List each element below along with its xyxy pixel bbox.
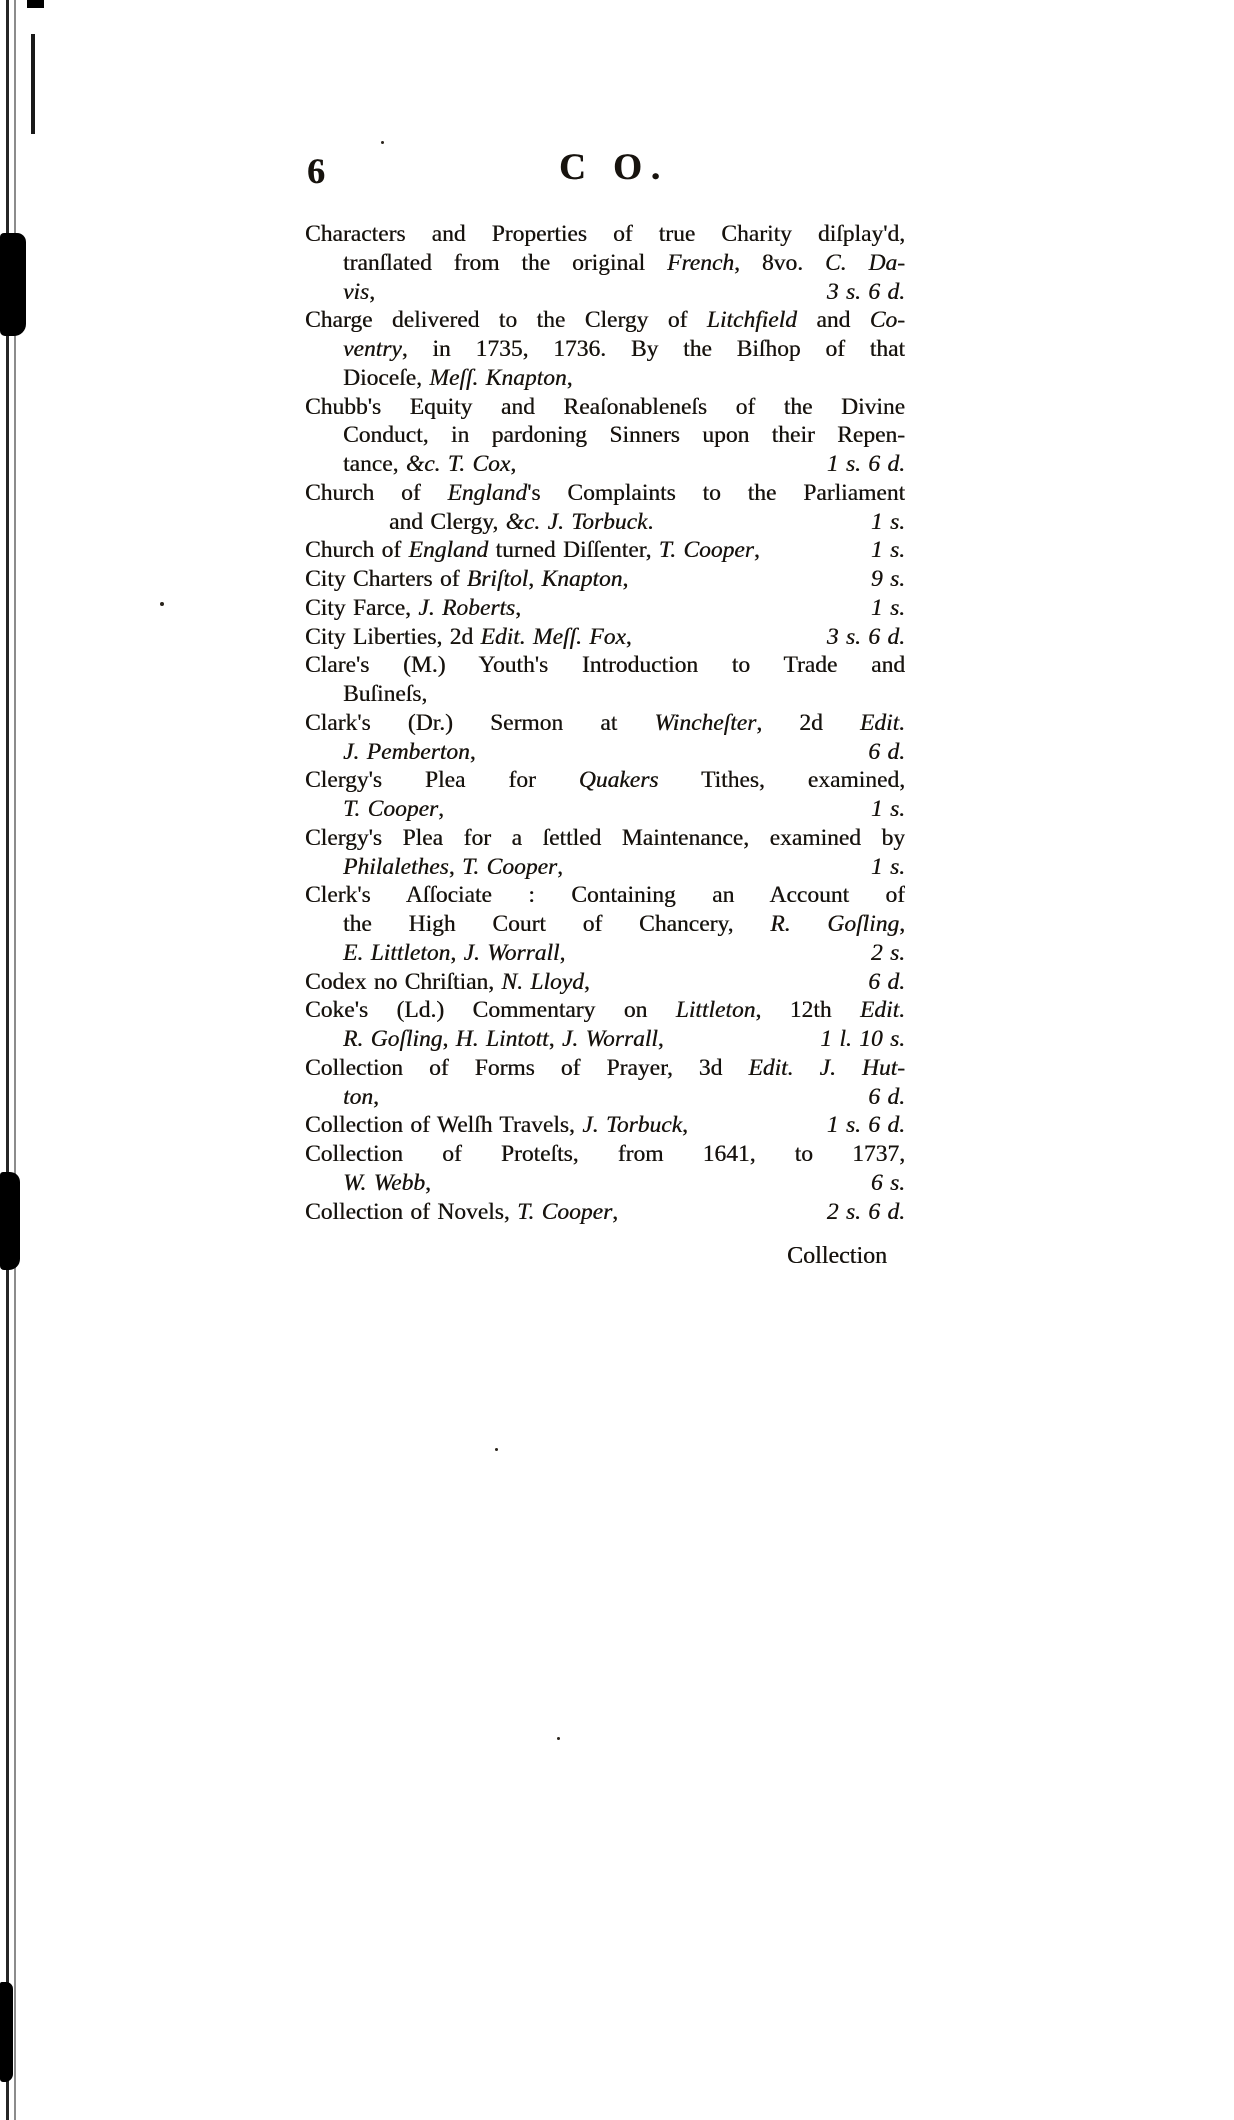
entry-price: 1 l. 10 s. bbox=[820, 1026, 905, 1052]
entry-text: Church of England's Complaints to the Parliament bbox=[305, 479, 905, 506]
entry-line bbox=[305, 881, 905, 910]
entry-price: 1 s. bbox=[870, 594, 905, 621]
catalog-entry bbox=[305, 651, 905, 709]
running-title: C O. bbox=[559, 147, 669, 188]
entry-text: Collection of Novels, T. Cooper, bbox=[305, 1198, 619, 1225]
entry-text: Chubb's Equity and Reaſonableneſs of the Divine bbox=[305, 393, 905, 420]
entry-text: Clergy's Plea for Quakers Tithes, examined, bbox=[305, 767, 905, 794]
entry-line bbox=[305, 1111, 905, 1140]
entry-line bbox=[305, 651, 905, 680]
entry-text: City Liberties, 2d Edit. Meſſ. Fox, bbox=[305, 623, 632, 650]
entry-line bbox=[305, 306, 905, 335]
entry-line bbox=[305, 766, 905, 795]
catalog-entry bbox=[305, 1054, 905, 1112]
catalog-entry bbox=[305, 881, 905, 967]
catalog-entry bbox=[305, 996, 905, 1054]
entry-line bbox=[305, 623, 905, 652]
entry-line bbox=[305, 968, 905, 997]
entry-text: Collection of Forms of Prayer, 3d Edit. J. Hut- bbox=[305, 1054, 905, 1081]
entry-line bbox=[305, 479, 905, 508]
entry-price: 2 s. bbox=[870, 939, 905, 966]
scan-artifact-blob bbox=[0, 1172, 20, 1270]
entry-text: Buſineſs, bbox=[343, 681, 428, 707]
catalog-entry bbox=[305, 536, 905, 565]
entry-price: 1 s. 6 d. bbox=[826, 451, 905, 477]
catalog-entry bbox=[305, 1111, 905, 1140]
ink-speck bbox=[381, 141, 384, 144]
catalog-entry bbox=[305, 220, 905, 306]
scan-artifact-blob bbox=[0, 233, 26, 336]
entry-line bbox=[305, 939, 905, 968]
catchword: Collection bbox=[787, 1243, 887, 1269]
catalog-entry bbox=[305, 766, 905, 824]
entry-list bbox=[305, 220, 905, 1226]
catalog-entry bbox=[305, 709, 905, 767]
entry-line bbox=[305, 1054, 905, 1083]
entry-price: 1 s. 6 d. bbox=[826, 1112, 905, 1139]
scan-artifact-corner bbox=[27, 0, 44, 8]
entry-text: tance, &c. T. Cox, bbox=[343, 451, 517, 477]
entry-line bbox=[305, 738, 905, 767]
catalog-entry bbox=[305, 968, 905, 997]
entry-price: 1 s. bbox=[870, 537, 905, 564]
catalog-entry bbox=[305, 824, 905, 882]
entry-text: Coke's (Ld.) Commentary on Littleton, 12th Edit. bbox=[305, 997, 905, 1024]
entry-line bbox=[305, 824, 905, 853]
entry-text: City Farce, J. Roberts, bbox=[305, 594, 521, 621]
entry-line bbox=[305, 709, 905, 738]
entry-line bbox=[305, 1198, 905, 1227]
page-number: 6 bbox=[307, 151, 325, 191]
entry-text: J. Pemberton, bbox=[343, 738, 476, 765]
catalog-entry bbox=[305, 306, 905, 392]
catalog-entry bbox=[305, 393, 905, 479]
entry-line bbox=[305, 565, 905, 594]
catalog-entry bbox=[305, 594, 905, 623]
scan-artifact-tick bbox=[31, 34, 35, 134]
entry-line bbox=[305, 680, 905, 709]
entry-text: Collection of Welſh Travels, J. Torbuck, bbox=[305, 1112, 688, 1139]
ink-speck bbox=[495, 1448, 498, 1451]
catalog-entry bbox=[305, 565, 905, 594]
entry-line bbox=[305, 450, 905, 479]
entry-price: 3 s. 6 d. bbox=[826, 623, 905, 650]
entry-price: 1 s. bbox=[870, 796, 905, 822]
entry-text: ventry, in 1735, 1736. By the Biſhop of that bbox=[343, 336, 905, 362]
entry-text: Clare's (M.) Youth's Introduction to Trade and bbox=[305, 652, 905, 679]
catalog-entry bbox=[305, 623, 905, 652]
entry-text: the High Court of Chancery, R. Goſling, bbox=[343, 911, 905, 937]
entry-line bbox=[305, 910, 905, 939]
entry-text: ton, bbox=[343, 1083, 379, 1110]
entry-text: Codex no Chriſtian, N. Lloyd, bbox=[305, 968, 590, 995]
entry-text: Clergy's Plea for a ſettled Maintenance, examined by bbox=[305, 824, 905, 851]
catchword-row bbox=[305, 1243, 905, 1270]
entry-price: 6 d. bbox=[868, 968, 905, 995]
entry-price: 6 d. bbox=[868, 1083, 905, 1110]
entry-line bbox=[305, 393, 905, 422]
entry-text: Charge delivered to the Clergy of Litchfield and Co- bbox=[305, 307, 905, 334]
entry-text: W. Webb, bbox=[343, 1169, 431, 1196]
entry-line bbox=[305, 335, 905, 364]
entry-text: and Clergy, &c. J. Torbuck. bbox=[389, 508, 654, 535]
entry-line bbox=[305, 508, 905, 537]
entry-price: 1 s. bbox=[870, 508, 905, 535]
entry-line bbox=[305, 795, 905, 824]
entry-line bbox=[305, 1140, 905, 1169]
entry-text: E. Littleton, J. Worrall, bbox=[343, 939, 566, 966]
entry-price: 6 d. bbox=[868, 738, 905, 765]
entry-text: tranſlated from the original French, 8vo. C. Da- bbox=[343, 249, 905, 276]
entry-text: Clerk's Aſſociate : Containing an Account of bbox=[305, 882, 905, 909]
ink-speck bbox=[557, 1737, 560, 1740]
entry-line bbox=[305, 853, 905, 882]
entry-line bbox=[305, 220, 905, 249]
entry-price: 3 s. 6 d. bbox=[826, 278, 905, 305]
entry-text: T. Cooper, bbox=[343, 796, 444, 822]
entry-text: vis, bbox=[343, 278, 375, 305]
entry-line bbox=[305, 278, 905, 307]
page-header bbox=[305, 146, 905, 198]
entry-line bbox=[305, 536, 905, 565]
entry-text: City Charters of Briſtol, Knapton, bbox=[305, 566, 629, 592]
entry-text: Clark's (Dr.) Sermon at Wincheſter, 2d Edit. bbox=[305, 709, 905, 736]
entry-text: Church of England turned Diſſenter, T. Cooper, bbox=[305, 537, 760, 564]
entry-line bbox=[305, 996, 905, 1025]
catalog-entry bbox=[305, 479, 905, 537]
entry-price: 6 s. bbox=[870, 1169, 905, 1196]
catalog-entry bbox=[305, 1198, 905, 1227]
entry-line bbox=[305, 249, 905, 278]
entry-text: Dioceſe, Meſſ. Knapton, bbox=[343, 364, 573, 391]
entry-text: Philalethes, T. Cooper, bbox=[343, 853, 563, 880]
entry-price: 9 s. bbox=[870, 566, 905, 592]
ink-speck bbox=[160, 602, 164, 606]
entry-line bbox=[305, 594, 905, 623]
entry-text: R. Goſling, H. Lintott, J. Worrall, bbox=[343, 1026, 664, 1052]
entry-line bbox=[305, 1169, 905, 1198]
catalog-entry bbox=[305, 1140, 905, 1198]
entry-text: Characters and Properties of true Charity diſplay'd, bbox=[305, 221, 905, 247]
entry-text: Collection of Proteſts, from 1641, to 1737, bbox=[305, 1141, 905, 1167]
scan-artifact-blob bbox=[0, 1982, 13, 2082]
entry-text: Conduct, in pardoning Sinners upon their Repen- bbox=[343, 422, 905, 449]
entry-line bbox=[305, 1083, 905, 1112]
entry-line bbox=[305, 364, 905, 393]
entry-line bbox=[305, 421, 905, 450]
entry-price: 1 s. bbox=[870, 853, 905, 880]
entry-price: 2 s. 6 d. bbox=[826, 1198, 905, 1225]
entry-line bbox=[305, 1025, 905, 1054]
